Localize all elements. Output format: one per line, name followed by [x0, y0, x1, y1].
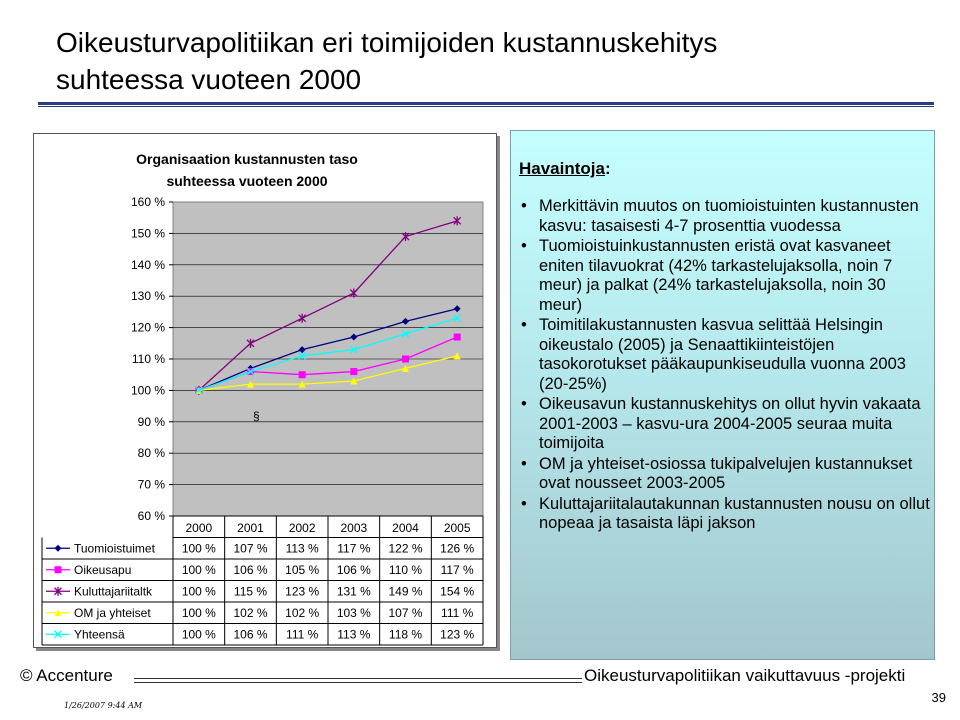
observations-heading-colon: : — [604, 159, 611, 178]
footer-project: Oikeusturvapolitiikan vaikuttavuus -projekti — [584, 666, 906, 685]
x-tick-label: 2003 — [340, 520, 368, 535]
data-label: 111 % — [286, 627, 319, 642]
x-tick-label: 2001 — [237, 520, 264, 535]
data-label: 131 % — [336, 584, 371, 599]
data-point — [454, 334, 461, 341]
data-table — [42, 516, 483, 645]
observation-item: • Tuomioistuinkustannusten eristä ovat kasvaneet eniten tilavuokrat (42% tarkastelujaksolla, noin 7 meur) ja palkat (24% tarkastelujaksolla, noin 30 meur) — [519, 237, 931, 315]
y-tick-label: 120 % — [130, 320, 165, 335]
data-label: 122 % — [388, 541, 423, 556]
y-tick-label: 80 % — [137, 446, 165, 461]
observations-heading — [519, 159, 611, 179]
data-point — [55, 566, 62, 573]
data-label: 102 % — [285, 605, 320, 620]
footer-rule — [134, 678, 582, 683]
data-label: 102 % — [233, 605, 268, 620]
data-point — [402, 356, 409, 363]
data-point — [350, 368, 357, 375]
data-label: 100 % — [181, 562, 216, 577]
data-label: 113 % — [337, 627, 371, 642]
date-stamp: 1/26/2007 9:44 AM — [64, 701, 143, 710]
data-label: 105 % — [285, 562, 320, 577]
chart-frame — [33, 133, 497, 648]
data-label: 154 % — [440, 584, 475, 599]
data-label: 106 % — [233, 562, 268, 577]
chart-title-line1: Organisaation kustannusten taso — [136, 151, 358, 167]
data-label: 115 % — [233, 584, 268, 599]
legend-label: Tuomioistuimet — [74, 541, 155, 556]
data-label: 117 % — [337, 541, 371, 556]
data-label: 103 % — [336, 605, 371, 620]
observation-item: • Toimitilakustannusten kasvua selittää Helsingin oikeustalo (2005) ja Senaattikiinteistöjen tasokorotukset pääkaupunkiseudulla vuonna 2003 (20-25%) — [519, 316, 931, 394]
data-label: 117 % — [440, 562, 474, 577]
legend-label: Kuluttajariitaltk — [74, 584, 153, 599]
y-tick-label: 60 % — [137, 509, 165, 523]
observation-item: • Oikeusavun kustannuskehitys on ollut hyvin vakaata 2001-2003 – kasvu-ura 2004-2005 seuraa muita toimijoita — [519, 395, 931, 454]
title-rule-thin — [38, 106, 934, 107]
legend-label: Yhteensä — [74, 627, 125, 642]
line-chart — [34, 134, 496, 647]
data-label: 113 % — [285, 541, 319, 556]
title-rule — [38, 102, 934, 105]
observation-item: • Merkittävin muutos on tuomioistuinten kustannusten kasvu: tasaisesti 4-7 prosenttia vuodessa — [519, 197, 931, 236]
data-label: 100 % — [181, 605, 216, 620]
data-label: 107 % — [233, 541, 268, 556]
observation-item: • Kuluttajariitalautakunnan kustannusten nousu on ollut nopeaa ja tasaista läpi jakson — [519, 495, 931, 534]
legend-label: OM ja yhteiset — [74, 605, 151, 620]
observation-item: • OM ja yhteiset-osiossa tukipalvelujen kustannukset ovat nousseet 2003-2005 — [519, 455, 931, 494]
observations-panel — [510, 130, 935, 660]
slide-title — [56, 24, 936, 98]
legend-label: Oikeusapu — [74, 562, 132, 577]
y-tick-label: 90 % — [137, 414, 165, 429]
slide-title-line1: Oikeusturvapolitiikan eri toimijoiden kustannuskehitys — [56, 27, 718, 58]
data-point — [299, 371, 306, 378]
data-label: 100 % — [181, 627, 216, 642]
chart-annotation: § — [253, 409, 260, 423]
data-label: 106 % — [233, 627, 268, 642]
data-label: 111 % — [441, 605, 474, 620]
data-point — [55, 545, 62, 552]
y-tick-label: 70 % — [137, 477, 165, 492]
data-label: 107 % — [388, 605, 423, 620]
footer-brand: © Accenture — [20, 666, 113, 685]
observations-list — [519, 197, 931, 535]
chart-title-line2: suhteessa vuoteen 2000 — [166, 173, 328, 189]
y-tick-label: 110 % — [131, 352, 165, 366]
observations-heading-text: Havaintoja — [519, 159, 605, 178]
data-label: 126 % — [440, 541, 475, 556]
x-tick-label: 2004 — [392, 520, 419, 535]
data-label: 118 % — [388, 627, 423, 642]
x-tick-label: 2000 — [185, 520, 213, 535]
data-label: 123 % — [285, 584, 320, 599]
page-number: 39 — [931, 690, 946, 705]
data-label: 110 % — [388, 562, 423, 577]
data-label: 149 % — [388, 584, 423, 599]
x-tick-label: 2002 — [288, 520, 316, 535]
y-tick-label: 130 % — [130, 289, 165, 304]
data-label: 123 % — [440, 627, 475, 642]
slide-title-line2: suhteessa vuoteen 2000 — [56, 64, 362, 95]
y-tick-label: 150 % — [130, 226, 165, 241]
data-label: 100 % — [181, 541, 216, 556]
x-tick-label: 2005 — [443, 520, 471, 535]
y-tick-label: 160 % — [130, 195, 165, 209]
data-label: 106 % — [336, 562, 371, 577]
y-axis-ticks — [131, 195, 165, 523]
y-tick-label: 140 % — [130, 257, 165, 272]
y-tick-label: 100 % — [130, 383, 165, 398]
data-label: 100 % — [181, 584, 216, 599]
